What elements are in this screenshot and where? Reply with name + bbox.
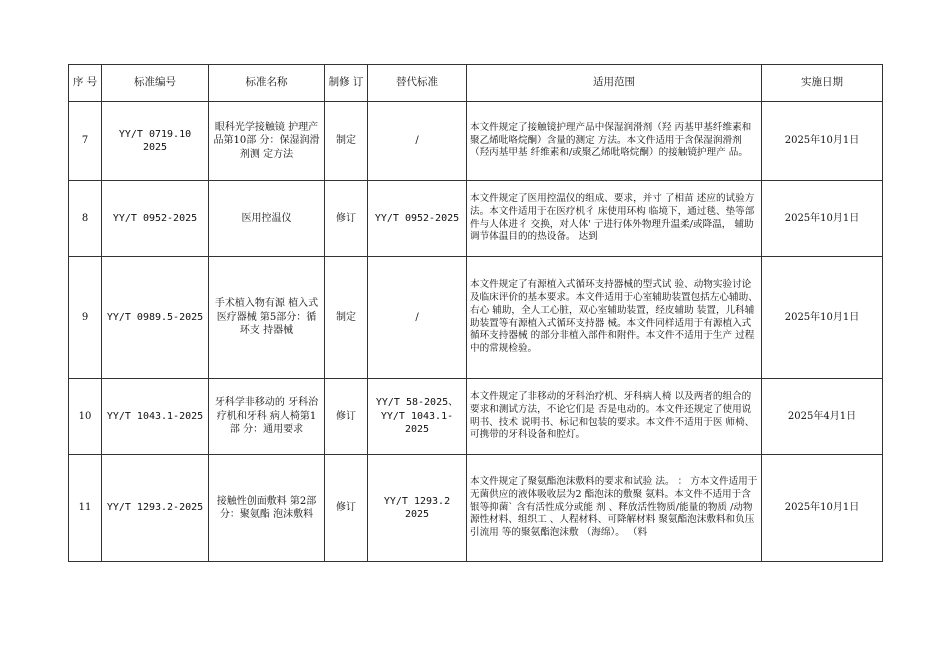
name-cell: 医用控温仪 bbox=[209, 181, 325, 257]
scope-cell: 本文件规定了聚氨酯泡沫敷料的要求和试验 法。 ： 方本文件适用于无菌供应的液体吸收层为2 酯泡沫的敷聚 氨料。本文件不适用于含银等抑菌` 含有活性成分或能 剂 、释放活性物质/能量的物质 /动物源性材料、组织工 、人程材料、可降解材料 聚氨酯泡沫敷料和负压引流用 等的聚氨酯泡沫敷 （海绵）。 （料 bbox=[467, 455, 762, 562]
seq-cell: 10 bbox=[69, 379, 102, 455]
code-cell: YY/T 0989.5-2025 bbox=[102, 257, 209, 379]
replace-cell: YY/T 1293.2 2025 bbox=[368, 455, 467, 562]
replace-cell: YY/T 58-2025、 YY/T 1043.1-2025 bbox=[368, 379, 467, 455]
scope-cell: 本文件规定了非移动的牙科治疗机、牙科病人椅 以及两者的组合的要求和测试方法，不论它们是 否是电动的。本文件还规定了使用说明书、技术 说明书、标记和包装的要求。本文件不适用于医 师椅、可携带的牙科设备和腔灯。 bbox=[467, 379, 762, 455]
name-cell: 牙科学非移动的 牙科治疗机和牙科 病人椅第1部 分：通用要求 bbox=[209, 379, 325, 455]
header-row bbox=[69, 65, 883, 102]
table-row bbox=[69, 455, 883, 562]
date-cell: 2025年4月1日 bbox=[762, 379, 883, 455]
table-row bbox=[69, 257, 883, 379]
type-cell: 修订 bbox=[325, 379, 368, 455]
type-cell: 修订 bbox=[325, 455, 368, 562]
table-row bbox=[69, 181, 883, 257]
replace-cell: / bbox=[368, 257, 467, 379]
replace-cell: YY/T 0952-2025 bbox=[368, 181, 467, 257]
scope-cell: 本文件规定了医用控温仪的组成、要求，并寸 了相苗 述应的试验方法。本文件适用于在医疗机彳 床使用环构 临境下，通过毯、垫等部件与人体进彳 交换，对人体' 亍进行体外物理升温柔/或降温， 辅助调节体温目的的热设备。 达到 bbox=[467, 181, 762, 257]
date-cell: 2025年10月1日 bbox=[762, 257, 883, 379]
seq-cell: 8 bbox=[69, 181, 102, 257]
code-cell: YY/T 0719.10 2025 bbox=[102, 102, 209, 181]
code-cell: YY/T 0952-2025 bbox=[102, 181, 209, 257]
code-cell: YY/T 1293.2-2025 bbox=[102, 455, 209, 562]
type-cell: 修订 bbox=[325, 181, 368, 257]
seq-cell: 7 bbox=[69, 102, 102, 181]
header-type: 制修 订 bbox=[325, 65, 368, 102]
replace-cell: / bbox=[368, 102, 467, 181]
seq-cell: 11 bbox=[69, 455, 102, 562]
table-row bbox=[69, 379, 883, 455]
header-seq: 序 号 bbox=[69, 65, 102, 102]
header-scope: 适用范围 bbox=[467, 65, 762, 102]
type-cell: 制定 bbox=[325, 102, 368, 181]
date-cell: 2025年10月1日 bbox=[762, 102, 883, 181]
type-cell: 制定 bbox=[325, 257, 368, 379]
name-cell: 接触性创面敷料 第2部分：聚氨酯 泡沫敷料 bbox=[209, 455, 325, 562]
table-row bbox=[69, 102, 883, 181]
scope-cell: 本文件规定了有源植入式循环支持器械的型式试 验、动物实验讨论及临床评价的基本要求。本文件适用于心室辅助装置包括左心辅助、右心 辅助，全人工心脏，双心室辅助装置，经皮辅助 装置，儿科辅助装置等有源植入式循环支持器 械。本文件同样适用于有源植入式循环支持器械 的部分非植入部件和附件。本文件不适用于生产 过程中的常规检验。 bbox=[467, 257, 762, 379]
header-replace: 替代标准 bbox=[368, 65, 467, 102]
date-cell: 2025年10月1日 bbox=[762, 181, 883, 257]
header-name: 标准名称 bbox=[209, 65, 325, 102]
name-cell: 眼科光学接触镜 护理产品第10部 分：保湿润滑剂测 定方法 bbox=[209, 102, 325, 181]
header-date: 实施日期 bbox=[762, 65, 883, 102]
standards-table bbox=[68, 64, 883, 562]
name-cell: 手术植入物有源 植入式医疗器械 第5部分：循环支 持器械 bbox=[209, 257, 325, 379]
header-code: 标准编号 bbox=[102, 65, 209, 102]
scope-cell: 本文件规定了接触镜护理产品中保湿润滑剂（羟 丙基甲基纤维素和聚乙烯吡咯烷酮）含量的测定 方法。本文件适用于含保湿润滑剂（羟丙基甲基 纤维素和/或聚乙烯吡咯烷酮）的接触镜护理产 品。 bbox=[467, 102, 762, 181]
code-cell: YY/T 1043.1-2025 bbox=[102, 379, 209, 455]
seq-cell: 9 bbox=[69, 257, 102, 379]
date-cell: 2025年10月1日 bbox=[762, 455, 883, 562]
